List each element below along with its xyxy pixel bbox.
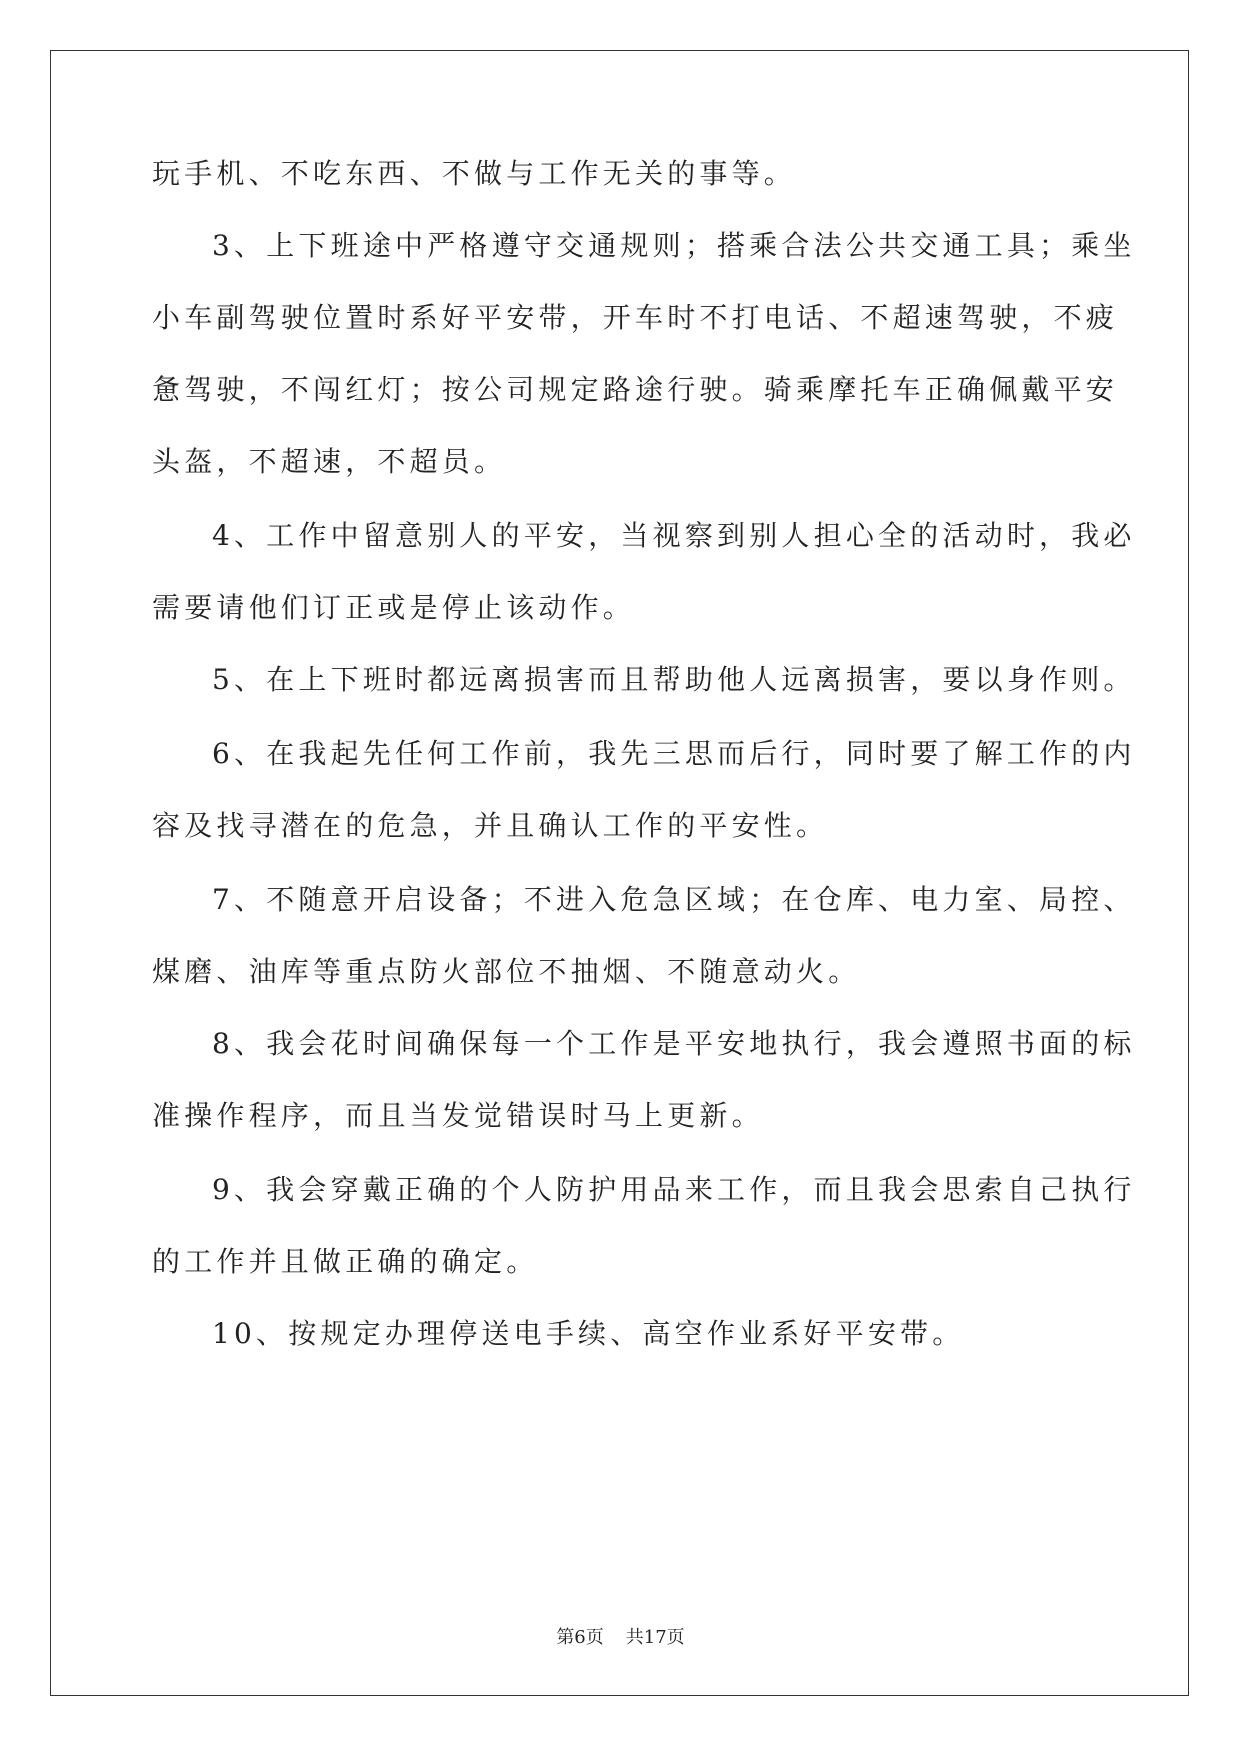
total-pages: 共17页 — [625, 1627, 685, 1648]
text-line-13: 8、我会花时间确保每一个工作是平安地执行，我会遵照书面的标 — [212, 1027, 1136, 1060]
page-number: 第6页 — [556, 1627, 604, 1648]
text-line-9: 6、在我起先任何工作前，我先三思而后行，同时要了解工作的内 — [212, 737, 1136, 770]
page-border — [50, 50, 1189, 1696]
text-line-3: 小车副驾驶位置时系好平安带，开车时不打电话、不超速驾驶，不疲 — [152, 301, 1119, 334]
text-line-14: 准操作程序，而且当发觉错误时马上更新。 — [152, 1099, 764, 1132]
text-line-7: 需要请他们订正或是停止该动作。 — [152, 591, 636, 624]
text-line-1: 玩手机、不吃东西、不做与工作无关的事等。 — [152, 157, 797, 190]
text-line-11: 7、不随意开启设备；不进入危急区域；在仓库、电力室、局控、 — [212, 883, 1136, 916]
page-footer — [0, 1626, 1241, 1650]
text-line-8: 5、在上下班时都远离损害而且帮助他人远离损害，要以身作则。 — [212, 663, 1136, 696]
text-line-5: 头盔，不超速，不超员。 — [152, 445, 507, 478]
text-line-2: 3、上下班途中严格遵守交通规则；搭乘合法公共交通工具；乘坐 — [212, 229, 1136, 262]
text-line-15: 9、我会穿戴正确的个人防护用品来工作，而且我会思索自己执行 — [212, 1173, 1136, 1206]
text-line-6: 4、工作中留意别人的平安，当视察到别人担心全的活动时，我必 — [212, 519, 1136, 552]
text-line-16: 的工作并且做正确的确定。 — [152, 1245, 539, 1278]
text-line-4: 惫驾驶，不闯红灯；按公司规定路途行驶。骑乘摩托车正确佩戴平安 — [152, 373, 1119, 406]
text-line-10: 容及找寻潜在的危急，并且确认工作的平安性。 — [152, 809, 829, 842]
text-line-12: 煤磨、油库等重点防火部位不抽烟、不随意动火。 — [152, 955, 861, 988]
text-line-17: 10、按规定办理停送电手续、高空作业系好平安带。 — [212, 1317, 965, 1350]
